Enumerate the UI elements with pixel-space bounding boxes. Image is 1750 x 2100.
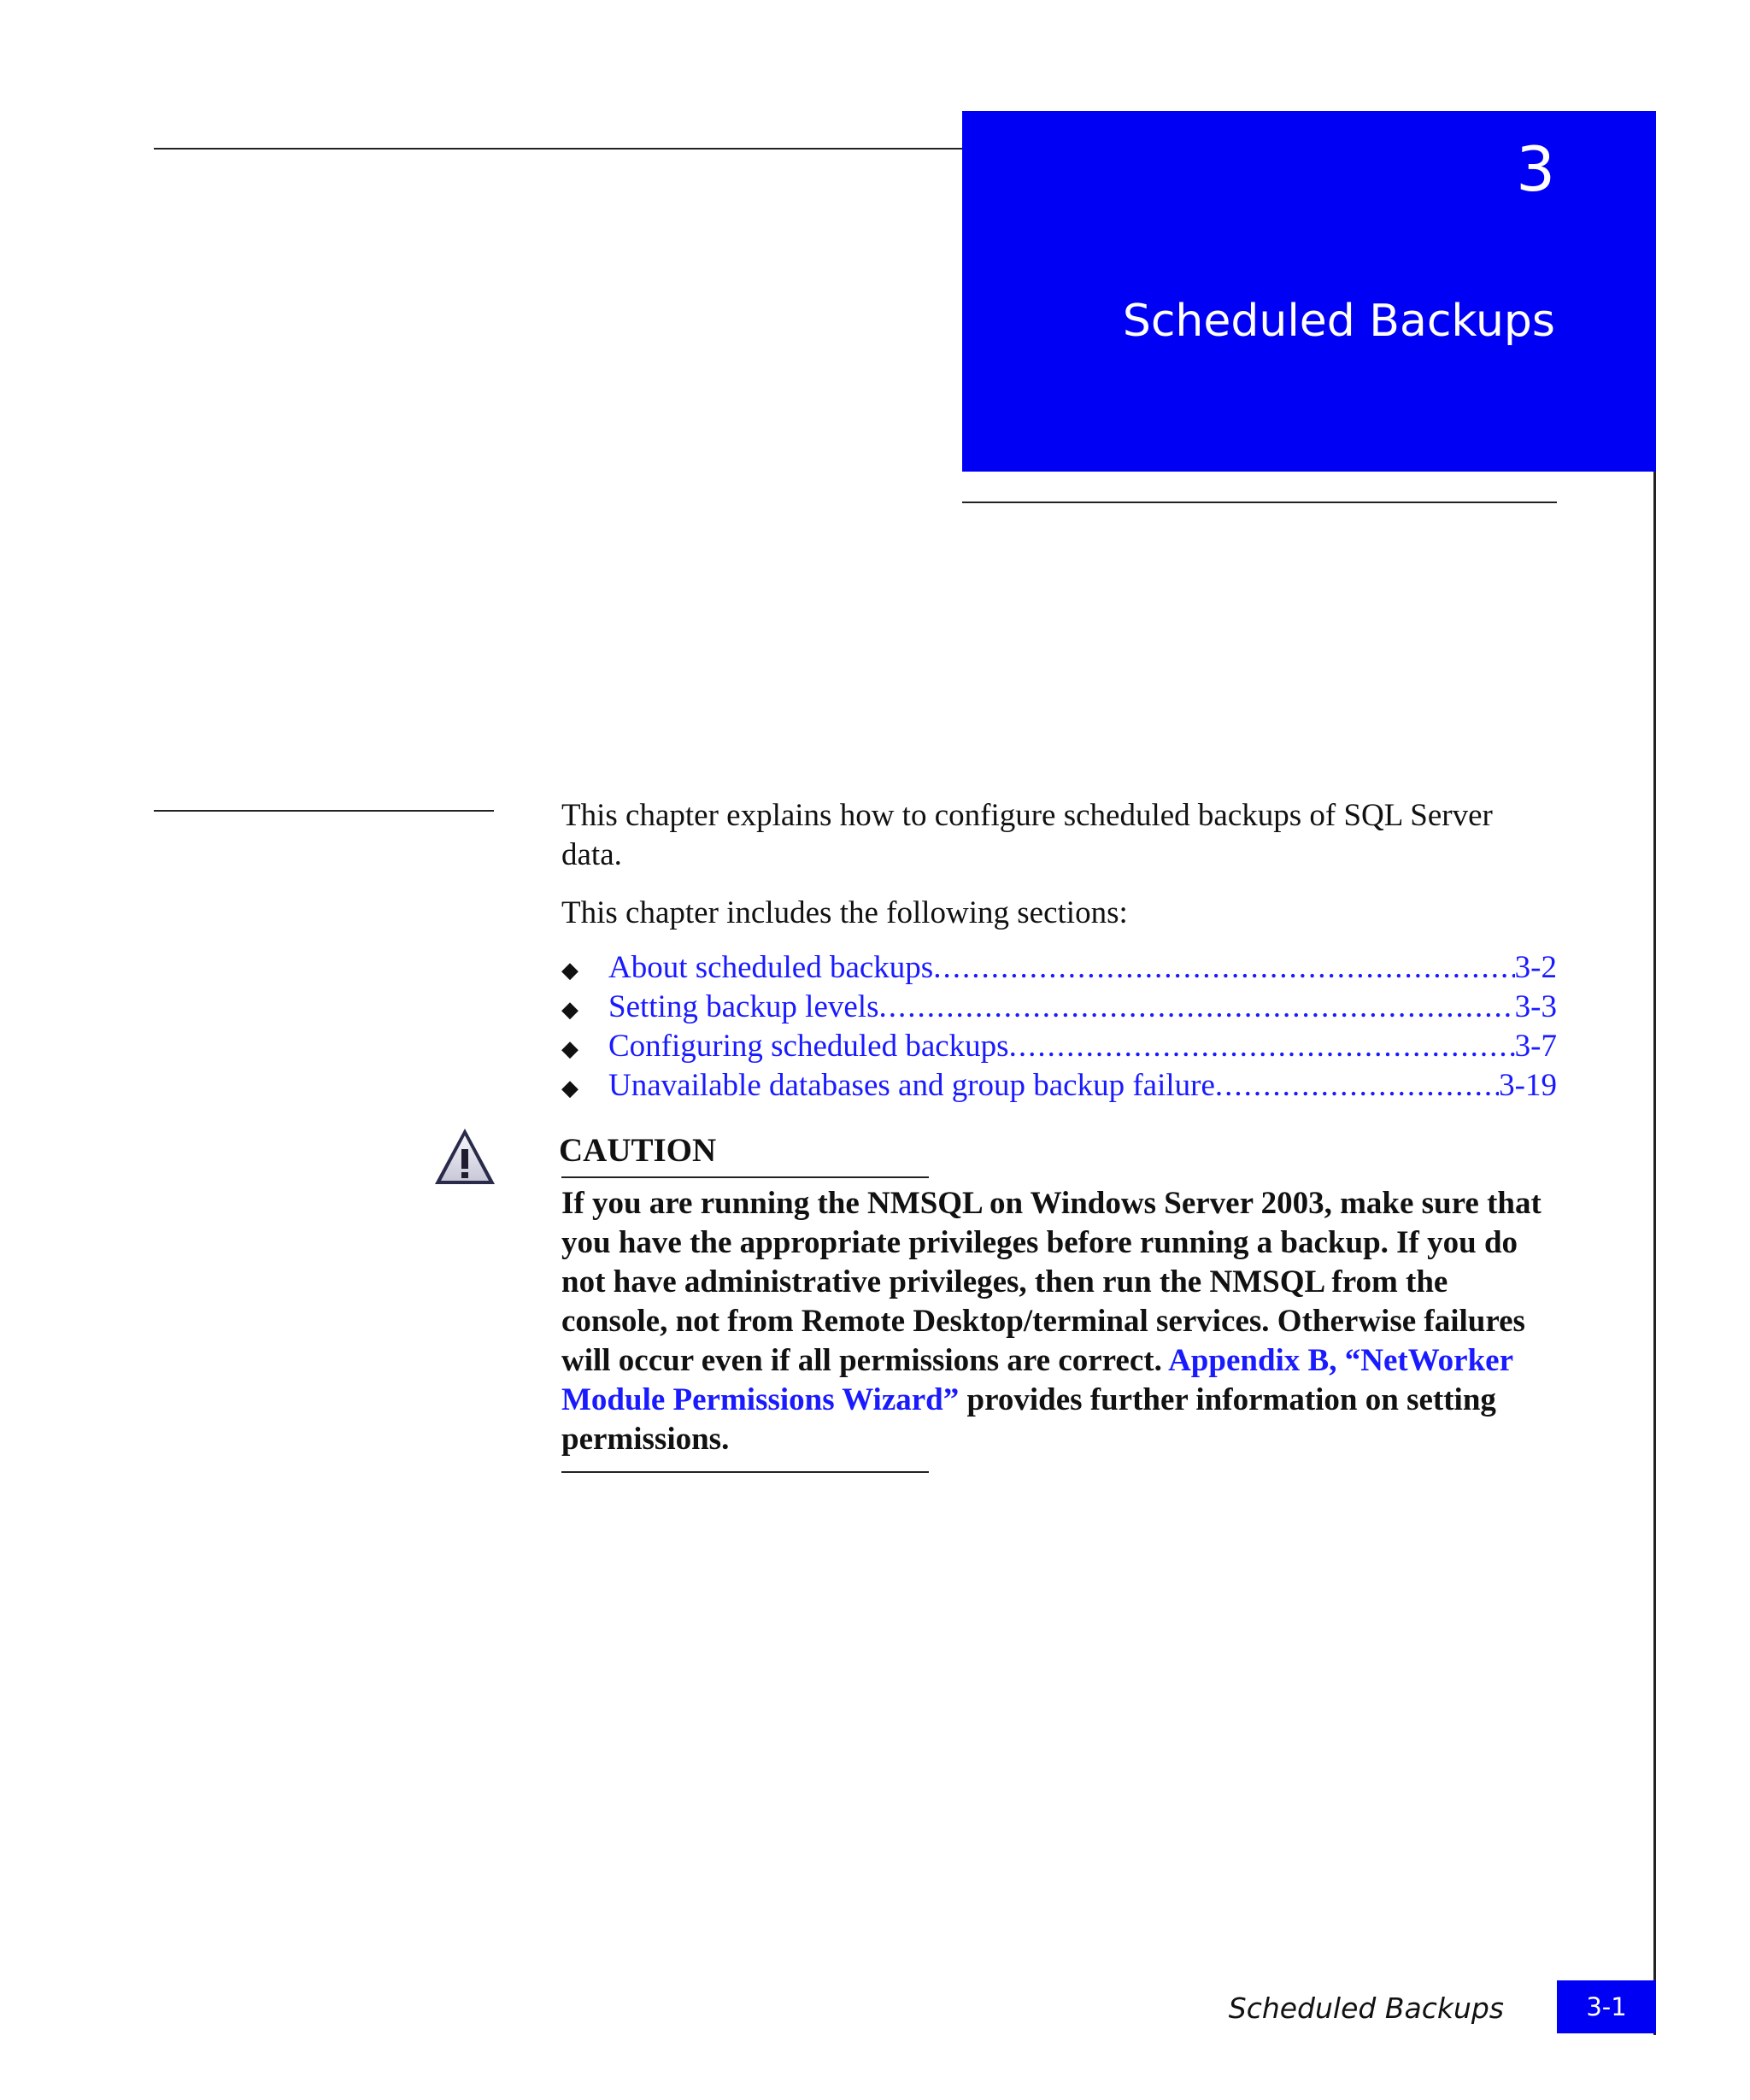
diamond-bullet-icon: ◆ [561, 1076, 578, 1100]
chapter-intro [561, 796, 1557, 1106]
page-number-badge [1557, 1980, 1656, 2033]
caution-message-end: provides further information on setting permissions. [561, 1382, 1496, 1457]
diamond-bullet-icon: ◆ [561, 1036, 578, 1061]
toc-page-number: 3-3 [1514, 989, 1557, 1024]
chapter-box-bottom-rule [962, 502, 1557, 503]
sections-lead-in: This chapter includes the following sections: [561, 895, 1128, 930]
toc-leader-dots [1009, 1027, 1515, 1066]
caution-text [561, 1184, 1561, 1459]
chapter-number: 3 [1516, 133, 1555, 205]
caution-top-rule [561, 1176, 929, 1178]
toc-title: Setting backup levels [608, 989, 879, 1024]
diamond-bullet-icon: ◆ [561, 958, 578, 983]
footer-chapter-title: Scheduled Backups [1228, 1991, 1504, 2025]
intro-margin-rule [154, 810, 494, 812]
chapter-header [962, 111, 1656, 472]
toc-leader-dots [879, 988, 1515, 1027]
warning-triangle-icon [432, 1126, 497, 1188]
toc-item-about-scheduled-backups[interactable] [561, 948, 1557, 988]
toc-leader-dots [1215, 1066, 1499, 1106]
page-number: 3-1 [1586, 1992, 1627, 2021]
toc-item-setting-backup-levels[interactable] [561, 988, 1557, 1027]
caution-heading: CAUTION [559, 1132, 717, 1169]
toc-page-number: 3-19 [1499, 1068, 1557, 1103]
intro-paragraph: This chapter explains how to configure scheduled backups of SQL Server data. [561, 798, 1493, 872]
caution-message: If you are running the NMSQL on Windows Server 2003, make sure that you have the appropriate privileges before running a backup. If you do not have administrative privileges, then run the NMSQL from the console, not from Remote Desktop/terminal services. Otherwise failures will occur even if all permissions are correct. [561, 1186, 1542, 1378]
section-list [561, 948, 1557, 1106]
diamond-bullet-icon: ◆ [561, 997, 578, 1022]
toc-page-number: 3-2 [1514, 950, 1557, 985]
chapter-title: Scheduled Backups [1122, 296, 1555, 347]
toc-item-configuring-scheduled-backups[interactable] [561, 1027, 1557, 1066]
toc-title: Unavailable databases and group backup failure [608, 1068, 1215, 1103]
toc-title: About scheduled backups [608, 950, 934, 985]
appendix-b-link[interactable]: Appendix B, “NetWorker Module Permissions Wizard” [561, 1343, 1513, 1417]
toc-page-number: 3-7 [1514, 1029, 1557, 1064]
toc-leader-dots [933, 948, 1514, 988]
toc-item-unavailable-databases[interactable] [561, 1066, 1557, 1106]
caution-bottom-rule [561, 1471, 929, 1473]
toc-title: Configuring scheduled backups [608, 1029, 1009, 1064]
